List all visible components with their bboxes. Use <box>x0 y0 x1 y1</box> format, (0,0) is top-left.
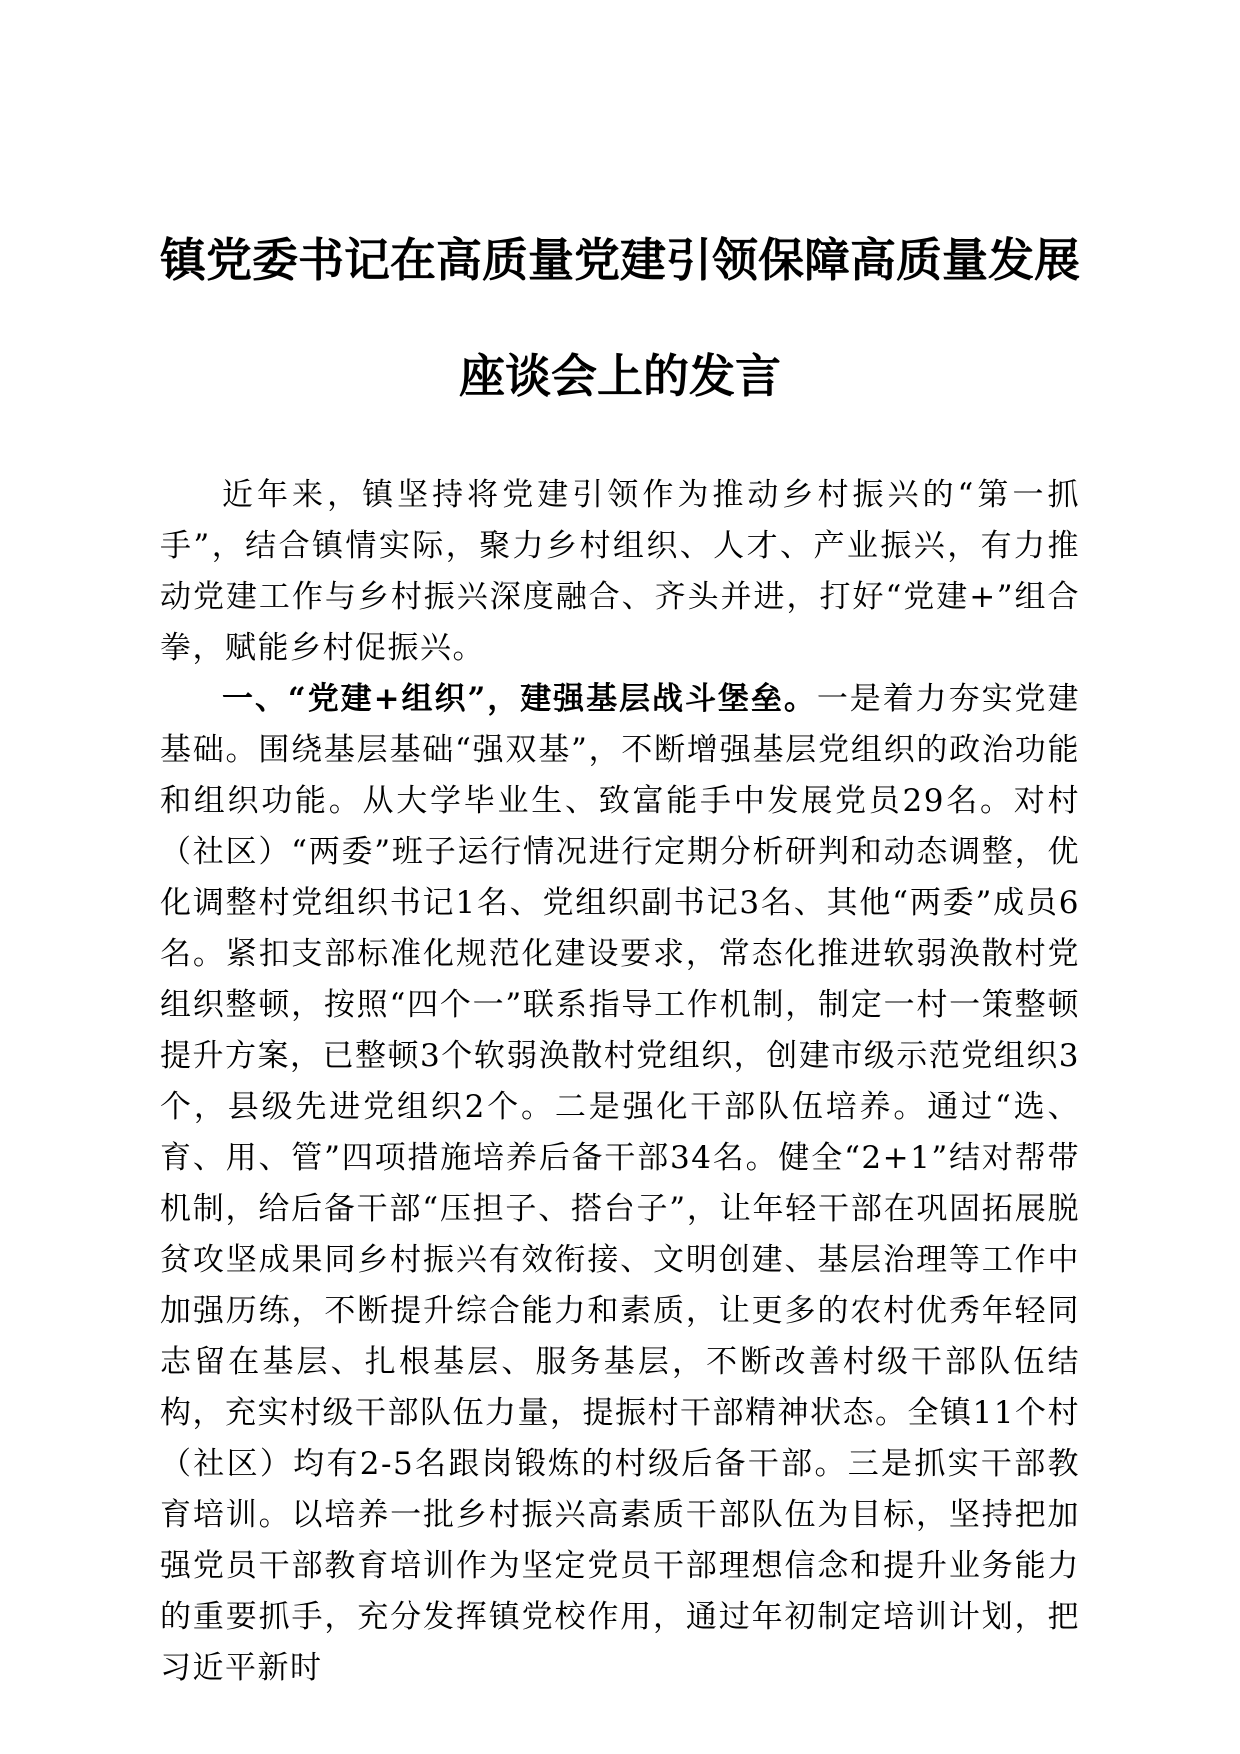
section-1-paragraph <box>160 674 1080 1694</box>
document-title-line-1: 镇党委书记在高质量党建引领保障高质量发展 <box>160 233 1080 287</box>
section-1-body: 一是着力夯实党建基础。围绕基层基础“强双基”，不断增强基层党组织的政治功能和组织功能。从大学毕业生、致富能手中发展党员29名。对村（社区）“两委”班子运行情况进行定期分析研判和动态调整，优化调整村党组织书记1名、党组织副书记3名、其他“两委”成员6名。紧扣支部标准化规范化建设要求，常态化推进软弱涣散村党组织整顿，按照“四个一”联系指导工作机制，制定一村一策整顿提升方案，已整顿3个软弱涣散村党组织，创建市级示范党组织3个，县级先进党组织2个。二是强化干部队伍培养。通过“选、育、用、管”四项措施培养后备干部34名。健全“2+1”结对帮带机制，给后备干部“压担子、搭台子”，让年轻干部在巩固拓展脱贫攻坚成果同乡村振兴有效衔接、文明创建、基层治理等工作中加强历练，不断提升综合能力和素质，让更多的农村优秀年轻同志留在基层、扎根基层、服务基层，不断改善村级干部队伍结构，充实村级干部队伍力量，提振村干部精神状态。全镇11个村（社区）均有2-5名跟岗锻炼的村级后备干部。三是抓实干部教育培训。以培养一批乡村振兴高素质干部队伍为目标，坚持把加强党员干部教育培训作为坚定党员干部理想信念和提升业务能力的重要抓手，充分发挥镇党校作用，通过年初制定培训计划，把习近平新时 <box>160 681 1081 1686</box>
section-1-heading: 一、“党建+组织”，建强基层战斗堡垒。 <box>222 681 817 717</box>
intro-paragraph: 近年来，镇坚持将党建引领作为推动乡村振兴的“第一抓手”，结合镇情实际，聚力乡村组织、人才、产业振兴，有力推动党建工作与乡村振兴深度融合、齐头并进，打好“党建+”组合拳，赋能乡村促振兴。 <box>160 477 1080 666</box>
document-title-line-2: 座谈会上的发言 <box>459 349 781 403</box>
document-body <box>160 470 1080 1694</box>
